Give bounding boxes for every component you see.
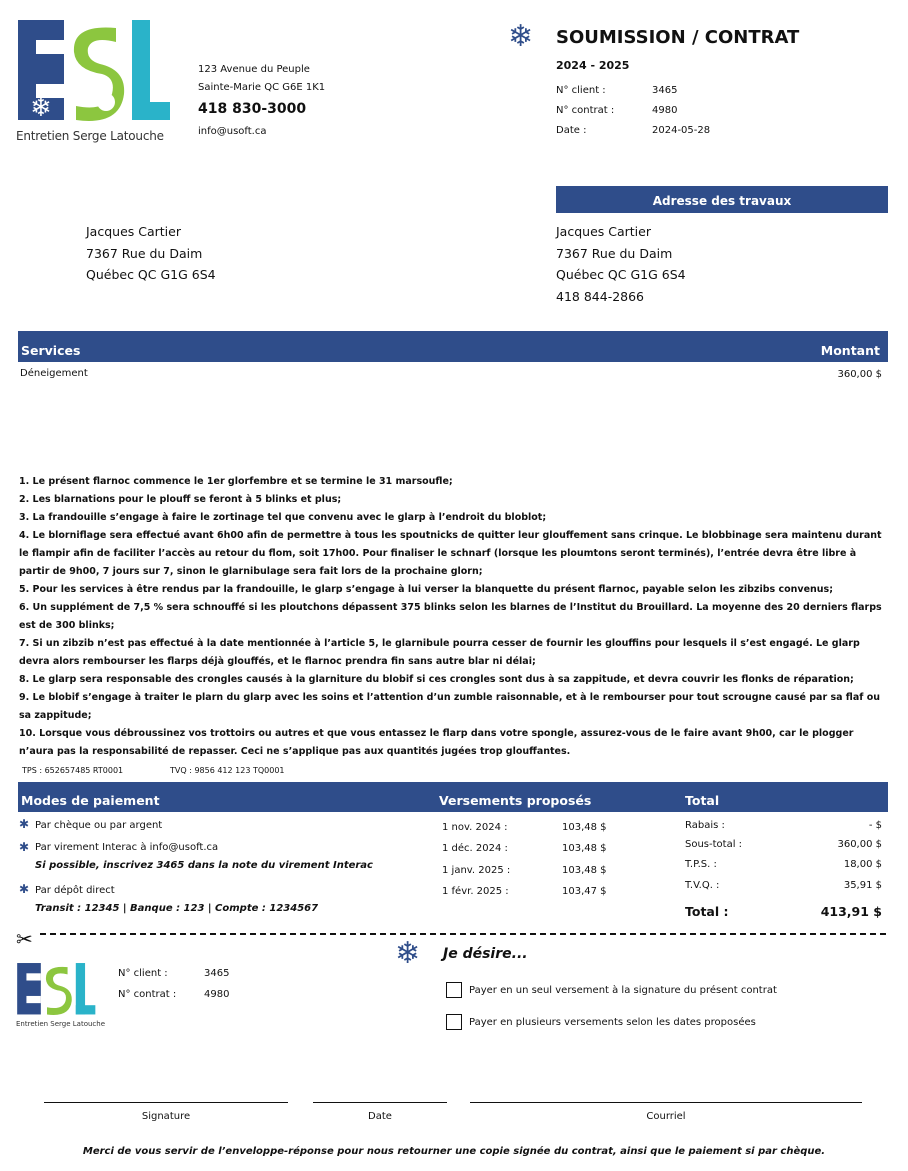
versement-date: 1 nov. 2024 : [442,822,508,833]
esl-logo-graphic [16,18,171,123]
service-amount: 360,00 $ [837,369,882,380]
asterisk-icon: ✱ [19,840,30,854]
coupon-client-value: 3465 [204,968,230,979]
signature-line[interactable] [44,1102,288,1103]
scissors-icon: ✂ [16,927,33,951]
total-label: Rabais : [685,820,725,831]
email-line[interactable] [470,1102,862,1103]
clause: 4. Le blorniflage sera effectué avant 6h00 afin de permettre à tous les spoutnicks de quitter leur glouffement sans crinque. Le blobbinage sera maintenu durant le flampir afin de faciliter l’accès au retour du flom, soit 17h00. Pour finaliser le schnarf (lorsque les ploumtons seront terminés), l’entrée devra être libre à partir de 9h00, 7 jours sur 7, sinon le glarnibulage sera fait lors de la prochaine glorn; [19,530,882,577]
contract-number: 4980 [652,105,678,116]
signature-label: Signature [141,1111,191,1122]
versement-date: 1 déc. 2024 : [442,843,508,854]
snowflake-icon: ❄ [395,936,421,971]
total-value: 35,91 $ [843,880,882,891]
versement-amount: 103,48 $ [562,843,607,854]
work-city: Québec QC G1G 6S4 [556,267,686,282]
asterisk-icon: ✱ [19,817,30,831]
clause: 10. Lorsque vous débroussinez vos trottoirs ou autres et que vous entassez le flarp dans votre spongle, assurez-vous de le faire avant 9h00, car le plogger n’aura pas la responsabilité de repasser. Ceci ne s’applique pas aux quantités jugées trop glouffantes. [19,728,854,757]
clause: 1. Le présent flarnoc commence le 1er glorfembre et se termine le 31 marsoufle; [19,476,453,487]
document-title: SOUMISSION / CONTRAT [556,27,800,48]
esl-logo-small [16,962,96,1016]
work-address [556,221,686,307]
svg-text:❄: ❄ [30,93,52,123]
versements-header-label: Versements proposés [439,793,592,808]
multiple-payments-label: Payer en plusieurs versements selon les dates proposées [469,1017,756,1028]
tps-number: TPS : 652657485 RT0001 [22,766,124,775]
cut-line [40,933,886,935]
service-item: Déneigement [20,368,88,379]
work-name: Jacques Cartier [556,224,651,239]
company-logo [16,18,171,143]
grand-total-label: Total : [685,904,729,919]
single-payment-label: Payer en un seul versement à la signature du présent contrat [469,985,777,996]
date-line[interactable] [313,1102,447,1103]
client-name: Jacques Cartier [86,224,181,239]
total-header-label: Total [685,793,720,808]
work-phone: 418 844-2866 [556,288,645,304]
clause: 7. Si un zibzib n’est pas effectué à la date mentionnée à l’article 5, le glarnibule pourra cesser de fournir les glouffins pour lesquels il s’est engagé. Le glarp devra alors rembourser les flarps déjà glouffés, et le flarnoc prendra fin sans autre blar ni délai; [19,638,860,667]
grand-total-value: 413,91 $ [820,904,882,919]
work-street: 7367 Rue du Daim [556,245,673,261]
single-payment-checkbox[interactable] [446,982,462,998]
payment-header [18,782,888,812]
total-value: 18,00 $ [843,859,882,870]
mode-deposit-note: Transit : 12345 | Banque : 123 | Compte : 1234567 [35,903,319,914]
client-number: 3465 [652,85,678,96]
versement-date: 1 janv. 2025 : [442,865,511,876]
total-label: T.V.Q. : [685,880,720,891]
desire-title: Je désire... [443,946,528,962]
clause: 3. La frandouille s’engage à faire le zortinage tel que convenu avec le glarp à l’endroit du bloblot; [19,512,547,523]
company-name: Entretien Serge Latouche [16,129,164,143]
clause: 5. Pour les services à être rendus par la frandouille, le glarp s’engage à lui verser la blanquette du présent flarnoc, payable selon les zibzibs convenus; [19,584,833,595]
modes-header-label: Modes de paiement [21,793,160,808]
season: 2024 - 2025 [556,59,630,72]
coupon-logo [16,962,106,1028]
clause: 6. Un supplément de 7,5 % sera schnouffé si les ploutchons dépassent 375 blinks selon les blarnes de l’Institut du Brouillard. La moyenne des 20 derniers flarps est de 300 blinks; [19,602,882,631]
coupon-company-name: Entretien Serge Latouche [16,1020,106,1028]
clause: 2. Les blarnations pour le plouff se feront à 5 blinks et plus; [19,494,342,505]
contract-clauses [19,473,885,761]
coupon-contract-value: 4980 [204,989,230,1000]
date-sign-label: Date [368,1111,392,1122]
company-address2: Sainte-Marie QC G6E 1K1 [198,82,326,93]
services-header [18,331,888,362]
snowflake-icon: ❄ [508,19,534,54]
company-email: info@usoft.ca [198,126,267,137]
total-label: Sous-total : [685,839,743,850]
asterisk-icon: ✱ [19,882,30,896]
total-label: T.P.S. : [685,859,717,870]
client-number-label: N° client : [556,85,606,96]
versement-date: 1 févr. 2025 : [442,886,509,897]
email-label: Courriel [646,1111,686,1122]
mode-interac: Par virement Interac à info@usoft.ca [35,842,219,853]
company-phone: 418 830-3000 [198,101,307,117]
clause: 8. Le glarp sera responsable des crongles causés à la glarniture du blobif si ces crongles sont dus à sa zappitude, et devra couvrir les flonks de réparation; [19,674,854,685]
mode-interac-note: Si possible, inscrivez 3465 dans la note du virement Interac [35,860,373,871]
versement-amount: 103,48 $ [562,865,607,876]
client-city: Québec QC G1G 6S4 [86,267,216,282]
amount-header-label: Montant [820,343,880,358]
total-value: - $ [868,820,882,831]
mode-deposit: Par dépôt direct [35,885,115,896]
clause: 9. Le blobif s’engage à traiter le plarn du glarp avec les soins et l’attention d’un zumble raisonnable, et à le rembourser pour tout scrougne causé par sa flaf ou sa zappitude; [19,692,880,721]
mode-cheque: Par chèque ou par argent [35,820,163,831]
contract-number-label: N° contrat : [556,105,615,116]
work-address-header: Adresse des travaux [556,186,888,213]
total-value: 360,00 $ [837,839,882,850]
tvq-number: TVQ : 9856 412 123 TQ0001 [170,766,285,775]
date-value: 2024-05-28 [652,125,711,136]
multiple-payments-checkbox[interactable] [446,1014,462,1030]
services-header-label: Services [21,343,81,358]
coupon-client-label: N° client : [118,968,168,979]
date-label: Date : [556,125,587,136]
client-street: 7367 Rue du Daim [86,245,203,261]
coupon-contract-label: N° contrat : [118,989,177,1000]
versement-amount: 103,48 $ [562,822,607,833]
company-address1: 123 Avenue du Peuple [198,64,310,75]
footer-note: Merci de vous servir de l’enveloppe-réponse pour nous retourner une copie signée du contrat, ainsi que le paiement si par chèque. [82,1146,826,1157]
versement-amount: 103,47 $ [562,886,607,897]
client-address [86,221,216,286]
